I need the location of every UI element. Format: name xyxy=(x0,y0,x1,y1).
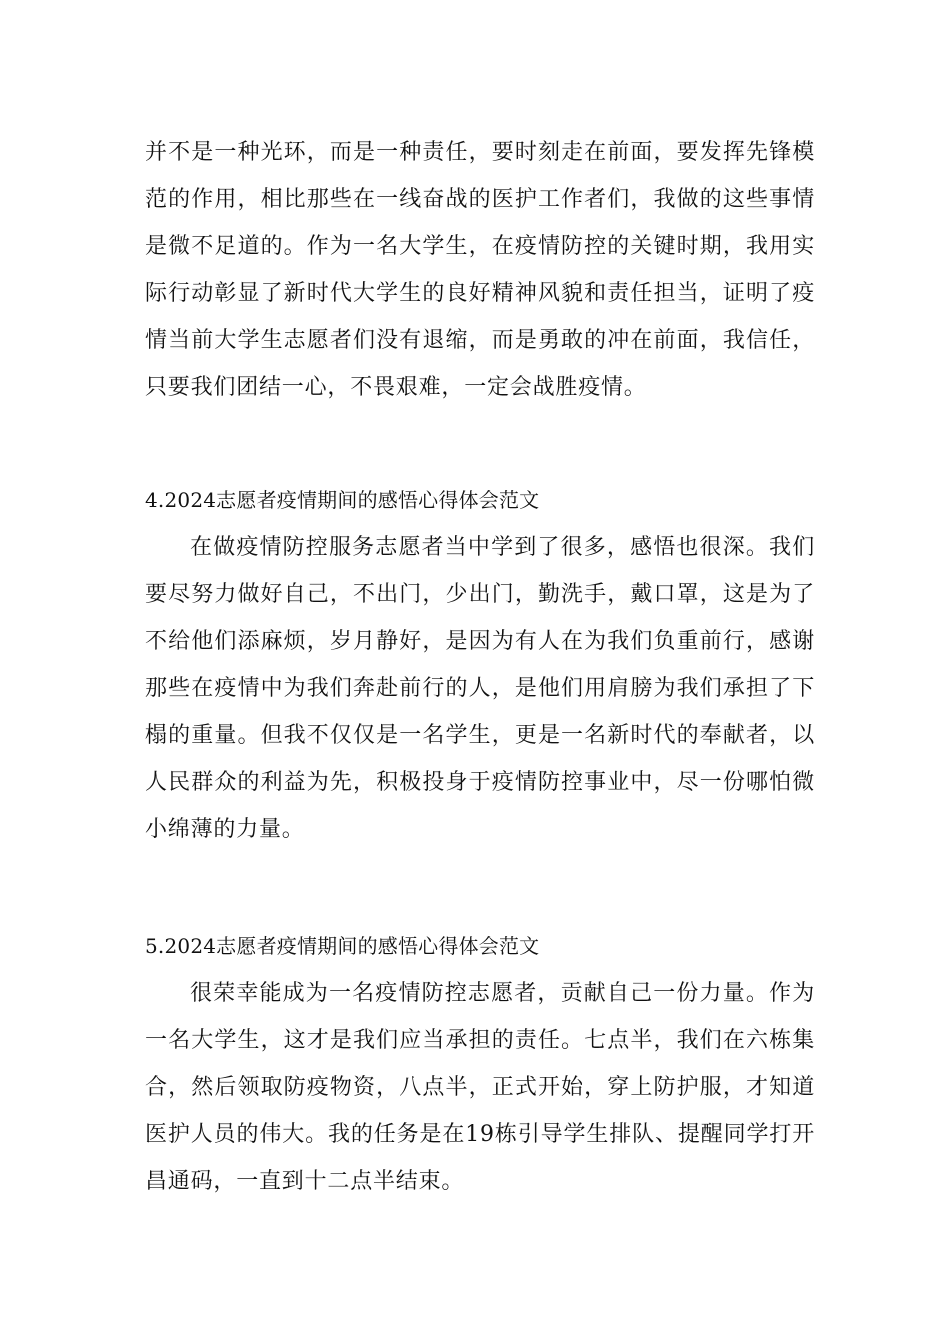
continuation-paragraph: 并不是一种光环，而是一种责任，要时刻走在前面，要发挥先锋模范的作用，相比那些在一线奋战的医护工作者们，我做的这些事情是微不足道的。作为一名大学生，在疫情防控的关键时期，我用实际行动彰显了新时代大学生的良好精神风貌和责任担当，证明了疫情当前大学生志愿者们没有退缩，而是勇敢的冲在前面，我信任，只要我们团结一心，不畏艰难，一定会战胜疫情。 xyxy=(145,140,815,400)
section-5-heading: 5.2024志愿者疫情期间的感悟心得体会范文 xyxy=(145,934,540,958)
section-4-heading: 4.2024志愿者疫情期间的感悟心得体会范文 xyxy=(145,488,540,512)
section-5-paragraph: 很荣幸能成为一名疫情防控志愿者，贡献自己一份力量。作为一名大学生，这才是我们应当承担的责任。七点半，我们在六栋集合，然后领取防疫物资，八点半，正式开始，穿上防护服，才知道医护人员的伟大。我的任务是在19栋引导学生排队、提醒同学打开昌通码，一直到十二点半结束。 xyxy=(145,981,815,1194)
section-4 xyxy=(145,477,815,853)
section-4-paragraph: 在做疫情防控服务志愿者当中学到了很多，感悟也很深。我们要尽努力做好自己，不出门，少出门，勤洗手，戴口罩，这是为了不给他们添麻烦，岁月静好，是因为有人在为我们负重前行，感谢那些在疫情中为我们奔赴前行的人，是他们用肩膀为我们承担了下榻的重量。但我不仅仅是一名学生，更是一名新时代的奉献者，以人民群众的利益为先，积极投身于疫情防控事业中，尽一份哪怕微小绵薄的力量。 xyxy=(145,535,815,842)
continuation-section xyxy=(145,129,815,411)
section-5 xyxy=(145,923,815,1205)
